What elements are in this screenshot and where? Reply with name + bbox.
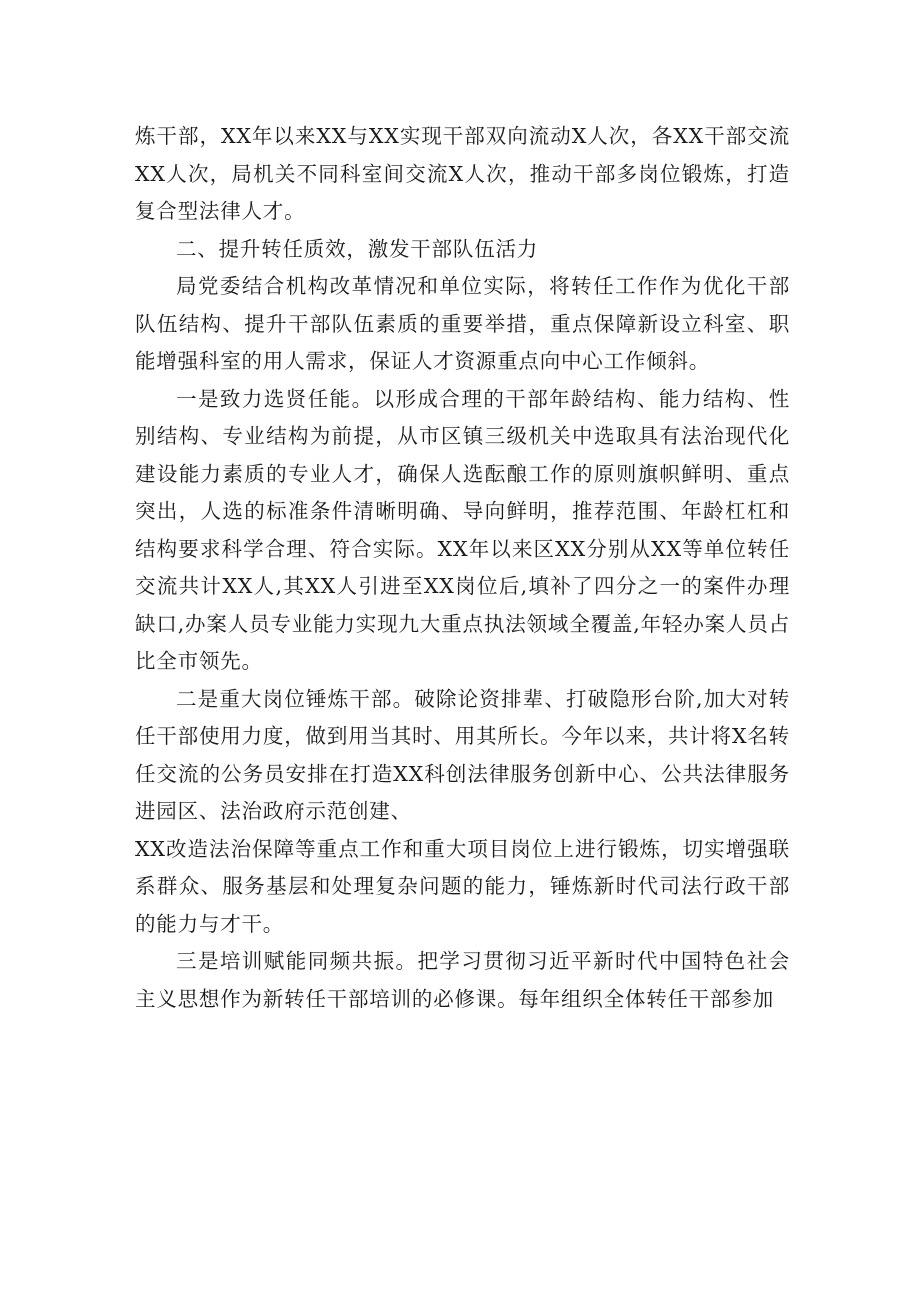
section-heading: 二、提升转任质效，激发干部队伍活力: [176, 236, 539, 261]
paragraph-continuation: 炼干部，XX年以来XX与XX实现干部双向流动X人次，各XX干部交流XX人次，局机关不同科室间交流X人次，推动干部多岗位锻炼，打造复合型法律人才。: [135, 124, 790, 223]
document-body: [135, 118, 790, 1018]
paragraph-point-two-continued: XX改造法治保障等重点工作和重大项目岗位上进行锻炼，切实增强联系群众、服务基层和处理复杂问题的能力，锤炼新时代司法行政干部的能力与才干。: [135, 836, 790, 936]
paragraph-intro: 局党委结合机构改革情况和单位实际，将转任工作作为优化干部队伍结构、提升干部队伍素质的重要举措，重点保障新设立科室、职能增强科室的用人需求，保证人才资源重点向中心工作倾斜。: [135, 274, 790, 373]
paragraph-point-three: 三是培训赋能同频共振。把学习贯彻习近平新时代中国特色社会主义思想作为新转任干部培训的必修课。每年组织全体转任干部参加: [135, 949, 790, 1011]
paragraph-point-two: 二是重大岗位锤炼干部。破除论资排辈、打破隐形台阶,加大对转任干部使用力度，做到用当其时、用其所长。今年以来，共计将X名转任交流的公务员安排在打造XX科创法律服务创新中心、公共法律服务进园区、法治政府示范创建、: [135, 686, 790, 823]
paragraph-point-one: 一是致力选贤任能。以形成合理的干部年龄结构、能力结构、性别结构、专业结构为前提，从市区镇三级机关中选取具有法治现代化建设能力素质的专业人才，确保人选酝酿工作的原则旗帜鲜明、重点突出，人选的标准条件清晰明确、导向鲜明，推荐范围、年龄杠杠和结构要求科学合理、符合实际。XX年以来区XX分别从XX等单位转任交流共计XX人,其XX人引进至XX岗位后,填补了四分之一的案件办理缺口,办案人员专业能力实现九大重点执法领域全覆盖,年轻办案人员占比全市领先。: [135, 386, 790, 673]
